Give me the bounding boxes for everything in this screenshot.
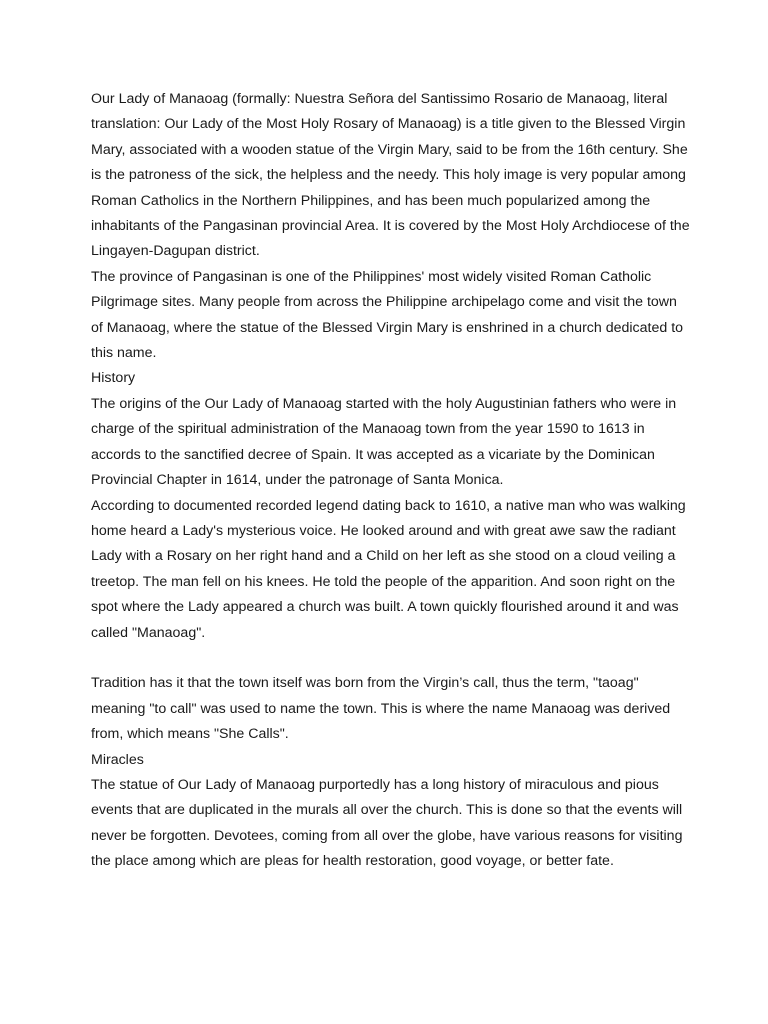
miracles-paragraph: The statue of Our Lady of Manaoag purportedly has a long history of miraculous and pious events that are duplicated in the murals all over the church. This is done so that the events will never be forgotten. Devotees, coming from all over the globe, have various reasons for visiting the place among which are pleas for health restoration, good voyage, or better fate.: [91, 776, 683, 870]
blank-line: [91, 646, 691, 671]
origins-paragraph: The origins of the Our Lady of Manaoag started with the holy Augustinian fathers who were in charge of the spiritual administration of the Manaoag town from the year 1590 to 1613 in accords to the sanctified decree of Spain. It was accepted as a vicariate by the Dominican Provincial Chapter in 1614, under the patronage of Santa Monica.: [91, 395, 677, 489]
miracles-heading: Miracles: [91, 751, 144, 768]
legend-paragraph: According to documented recorded legend dating back to 1610, a native man who was walking home heard a Lady's mysterious voice. He looked around and with great awe saw the radiant Lady with a Rosary on her right hand and a Child on her left as she stood on a cloud veiling a treetop. The man fell on his knees. He told the people of the apparition. And soon right on the spot where the Lady appeared a church was built. A town quickly flourished around it and was called "Manaoag".: [91, 497, 686, 641]
intro-paragraph: Our Lady of Manaoag (formally: Nuestra Señora del Santissimo Rosario de Manaoag, literal translation: Our Lady of the Most Holy Rosary of Manaoag) is a title given to the Blessed Virgin Mary, associated with a wooden statue of the Virgin Mary, said to be from the 16th century. She is the patroness of the sick, the helpless and the needy. This holy image is very popular among Roman Catholics in the Northern Philippines, and has been much popularized among the inhabitants of the Pangasinan provincial Area. It is covered by the Most Holy Archdiocese of the Lingayen-Dagupan district.: [91, 91, 690, 260]
pilgrimage-paragraph: The province of Pangasinan is one of the Philippines' most widely visited Roman Catholic Pilgrimage sites. Many people from across the Philippine archipelago come and visit the town of Manaoag, where the statue of the Blessed Virgin Mary is enshrined in a church dedicated to this name.: [91, 268, 684, 362]
history-heading: History: [91, 370, 136, 387]
tradition-paragraph: Tradition has it that the town itself was born from the Virgin’s call, thus the term, "taoag" meaning "to call" was used to name the town. This is where the name Manaoag was derived from, which means "She Calls".: [91, 675, 671, 743]
document-body: [91, 87, 691, 875]
